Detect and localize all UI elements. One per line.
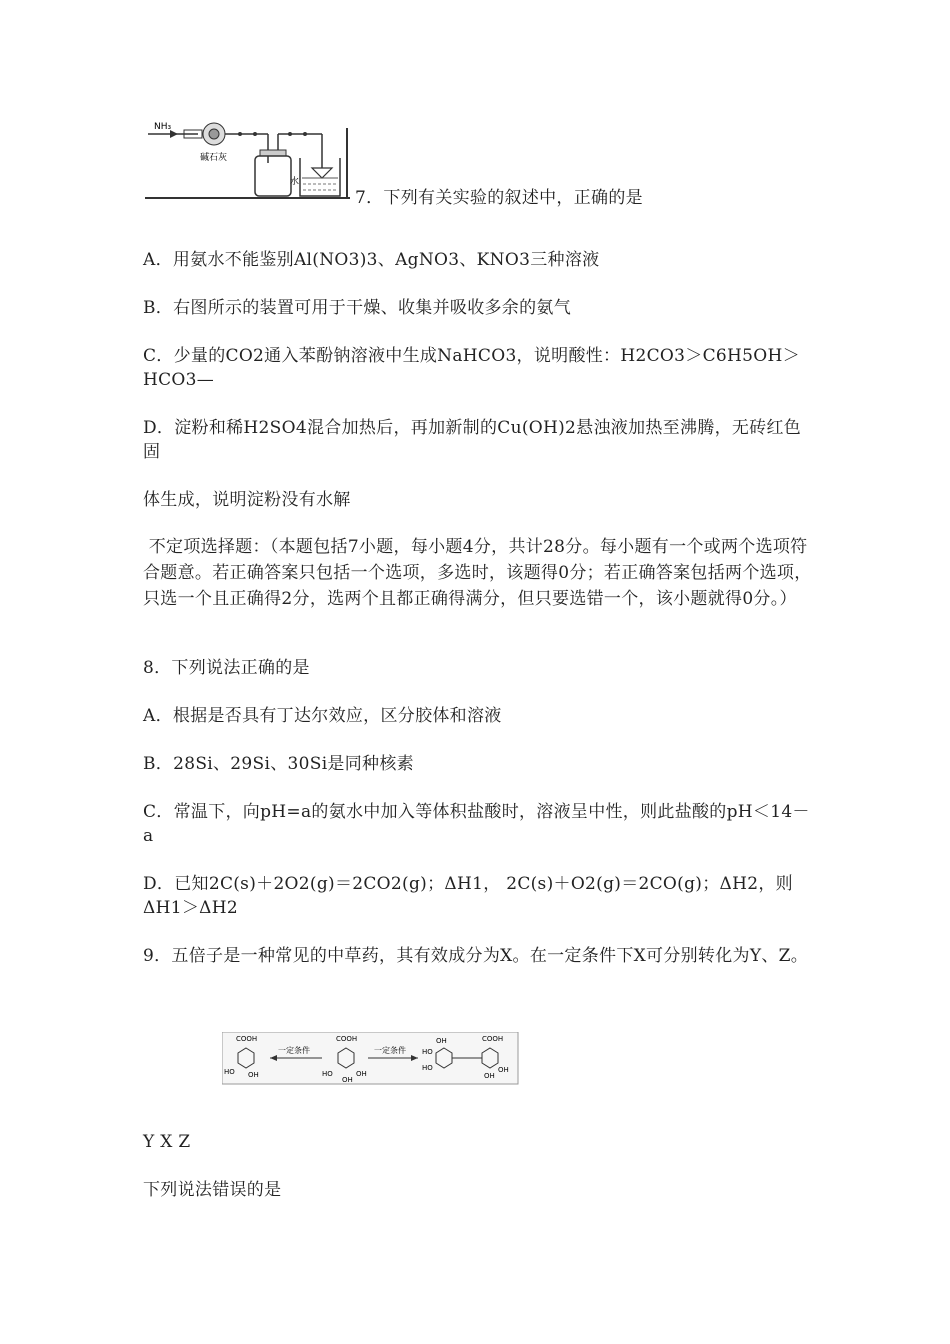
z-ho-1: HO: [422, 1048, 433, 1056]
water-label: 水: [290, 177, 300, 187]
reaction-scheme-figure: [222, 1032, 520, 1086]
nh3-label: NH₃: [154, 122, 172, 132]
apparatus-figure: [140, 118, 355, 204]
z-cooh: COOH: [482, 1035, 504, 1043]
q7-option-d: D．淀粉和稀H2SO4混合加热后，再加新制的Cu(OH)2悬浊液加热至沸腾，无砖红色固: [143, 418, 802, 462]
q8-option-d: D．已知2C(s)＋2O2(g)＝2CO2(g)；ΔH1， 2C(s)＋O2(g)＝2CO(g)；ΔH2，则ΔH1＞ΔH2: [143, 874, 793, 918]
x-oh-2: OH: [356, 1070, 367, 1078]
y-ho: HO: [224, 1068, 235, 1076]
q7-stem: 7．下列有关实验的叙述中，正确的是: [355, 188, 643, 208]
z-oh: OH: [436, 1037, 447, 1045]
x-oh-1: OH: [342, 1076, 353, 1084]
x-ho: HO: [322, 1070, 333, 1078]
q8-option-b: B．28Si、29Si、30Si是同种核素: [143, 754, 414, 774]
q9-compound-labels: Y X Z: [143, 1132, 191, 1152]
q8-option-a: A．根据是否具有丁达尔效应，区分胶体和溶液: [143, 706, 502, 726]
q8-stem: 8．下列说法正确的是: [143, 658, 310, 678]
q7-option-c: C．少量的CO2通入苯酚钠溶液中生成NaHCO3，说明酸性：H2CO3＞C6H5OH＞HCO3—: [143, 346, 800, 390]
q7-option-d-cont: 体生成，说明淀粉没有水解: [143, 490, 351, 510]
q7-option-b: B．右图所示的装置可用于干燥、收集并吸收多余的氨气: [143, 298, 571, 318]
z-ho-2: HO: [422, 1064, 433, 1072]
q9-stem: 9．五倍子是一种常见的中草药，其有效成分为X。在一定条件下X可分别转化为Y、Z。: [143, 946, 809, 966]
y-cooh: COOH: [236, 1035, 258, 1043]
y-oh: OH: [248, 1071, 259, 1079]
condition-right: 一定条件: [374, 1046, 406, 1055]
q7-option-a: A．用氨水不能鉴别Al(NO3)3、AgNO3、KNO3三种溶液: [143, 250, 600, 270]
z-oh-2: OH: [484, 1072, 495, 1080]
soda-lime-label: 碱石灰: [200, 153, 228, 163]
z-oh-3: OH: [498, 1066, 509, 1074]
section-instructions: 不定项选择题：（本题包括7小题，每小题4分，共计28分。每小题有一个或两个选项符合题意。若正确答案只包括一个选项，多选时，该题得0分；若正确答案包括两个选项，只选一个且正确得2分，选两个且都正确得满分，但只要选错一个，该小题就得0分。）: [143, 537, 812, 609]
x-cooh: COOH: [336, 1035, 358, 1043]
q8-option-c: C．常温下，向pH=a的氨水中加入等体积盐酸时，溶液呈中性，则此盐酸的pH＜14－a: [143, 802, 810, 846]
condition-left: 一定条件: [278, 1046, 310, 1055]
q9-tail: 下列说法错误的是: [143, 1180, 282, 1200]
